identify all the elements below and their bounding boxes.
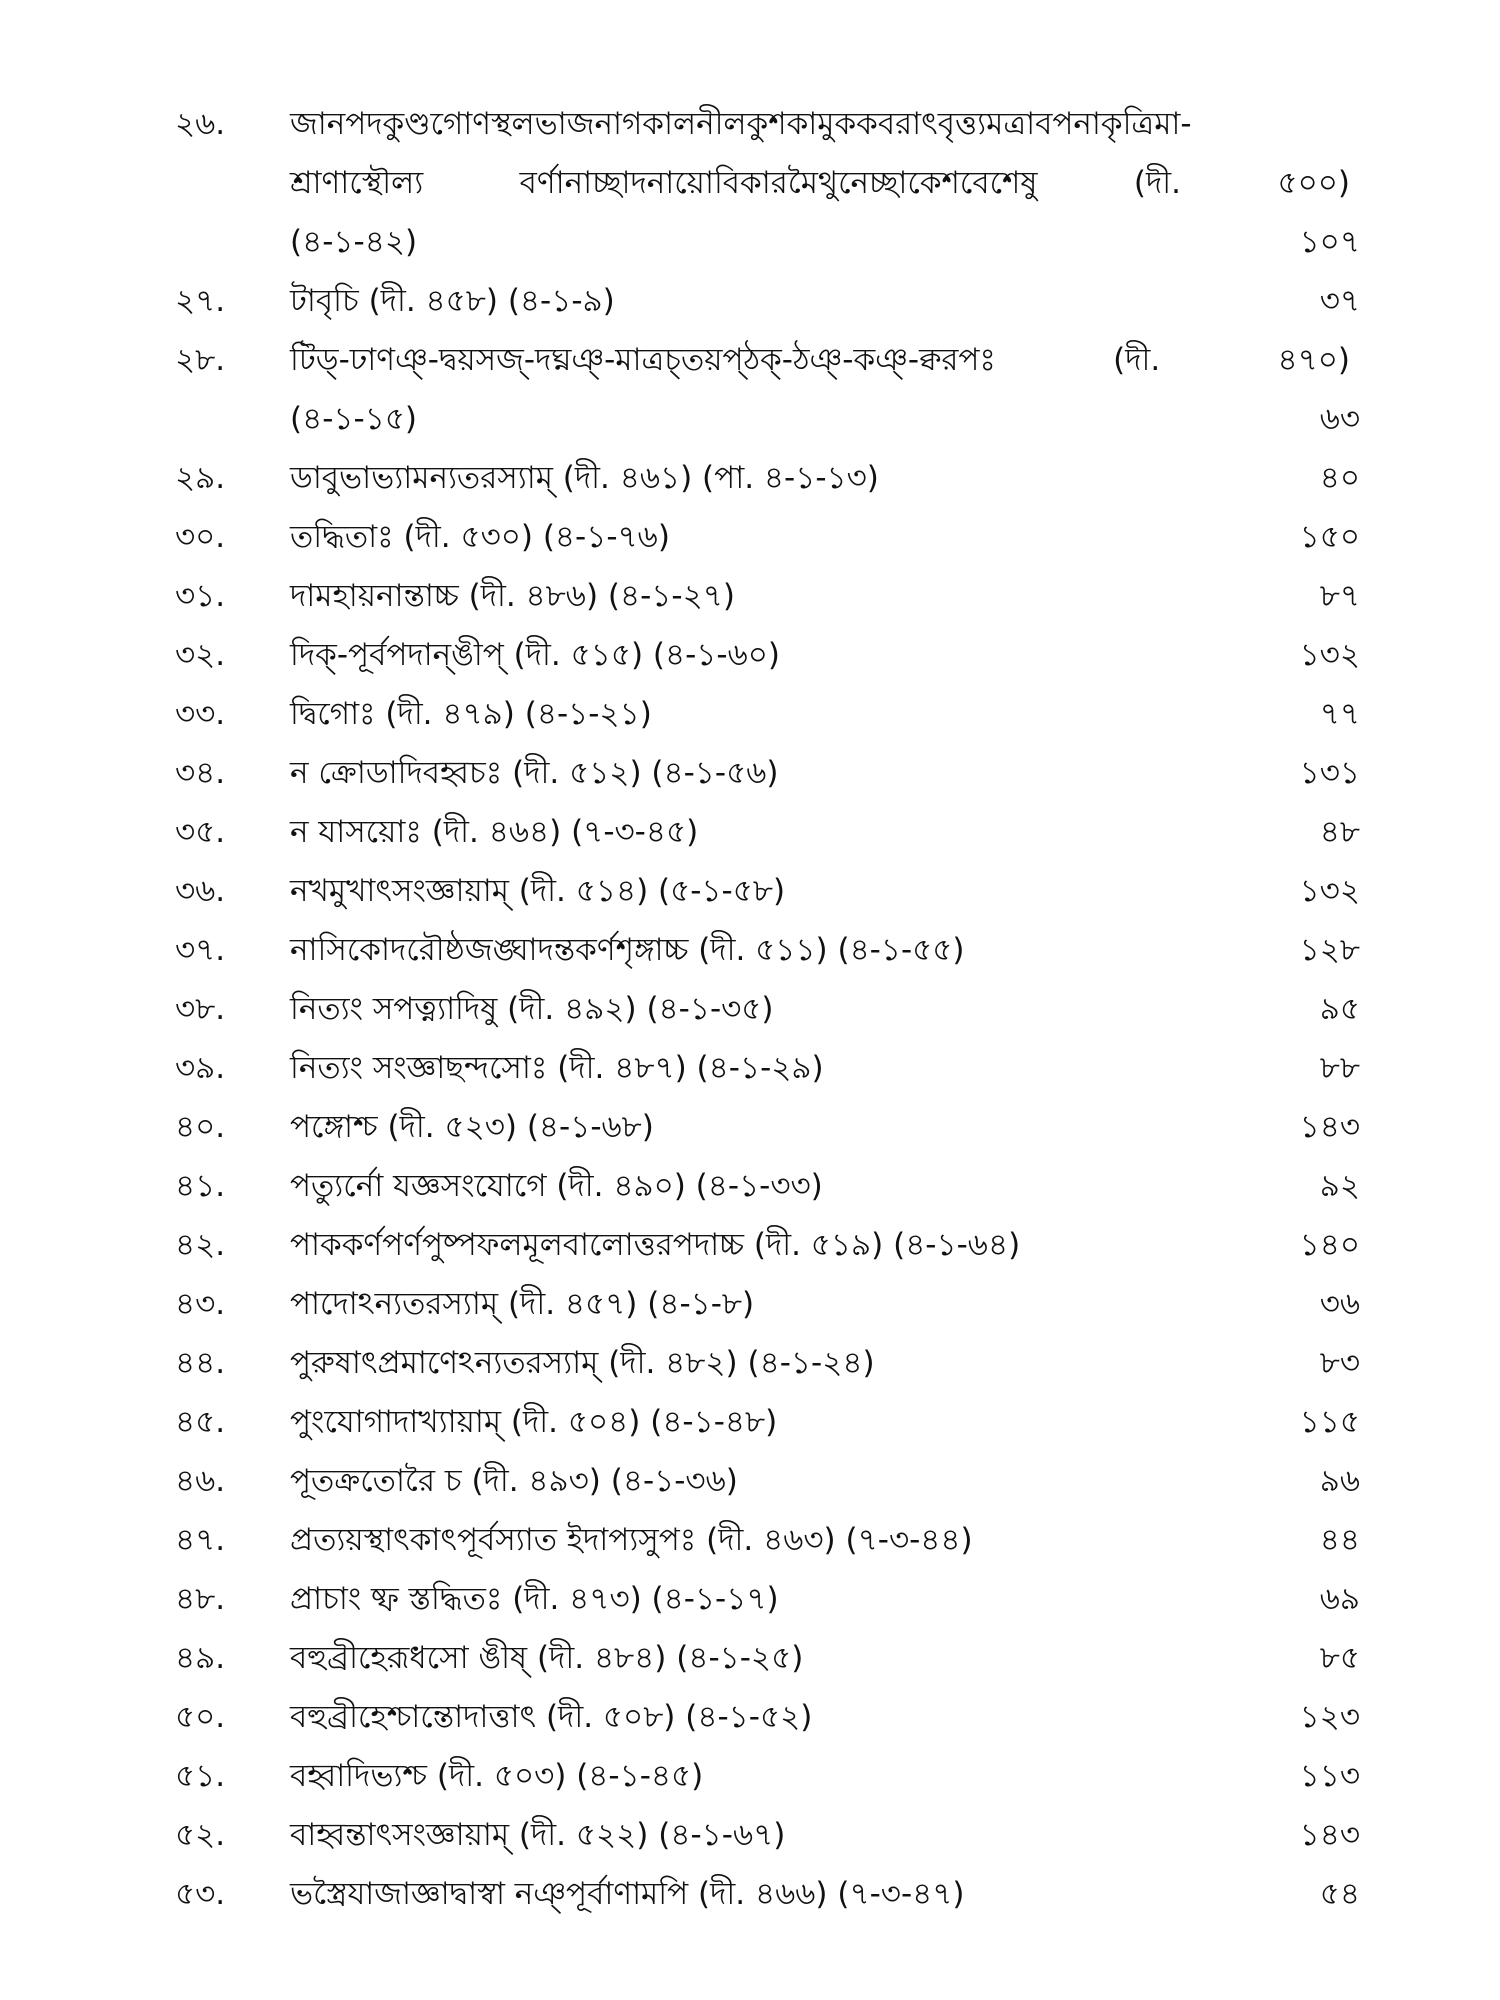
entry-number: ৩৪. bbox=[175, 755, 226, 791]
entry-line bbox=[175, 1157, 1360, 1216]
index-entry bbox=[175, 1039, 1360, 1098]
entry-number: ২৮. bbox=[175, 342, 226, 378]
entry-number: ৫০. bbox=[175, 1699, 226, 1735]
entry-number: ৩৫. bbox=[175, 814, 226, 850]
entry-number: ৩০. bbox=[175, 519, 226, 555]
entry-page-number: ৪৮ bbox=[1319, 814, 1360, 850]
entry-page-number: ৯৬ bbox=[1319, 1463, 1360, 1499]
index-entry bbox=[175, 1629, 1360, 1688]
index-entry bbox=[175, 1334, 1360, 1393]
entry-line bbox=[175, 1688, 1360, 1747]
entry-page-number: ৫৪ bbox=[1319, 1876, 1360, 1912]
entry-text: পুরুষাৎপ্রমাণেঽন্যতরস্যাম্ (দী. ৪৮২) (৪-১-২৪) bbox=[290, 1345, 875, 1381]
index-entry bbox=[175, 1747, 1360, 1806]
entry-line bbox=[175, 921, 1360, 980]
entry-page-number: ১১৩ bbox=[1299, 1758, 1360, 1794]
entry-line bbox=[175, 449, 1360, 508]
entry-text: ডাবুভাভ্যামন্যতরস্যাম্ (দী. ৪৬১) (পা. ৪-১-১৩) bbox=[290, 460, 879, 496]
entry-line bbox=[175, 272, 1360, 331]
entry-text: দ্বিগোঃ (দী. ৪৭৯) (৪-১-২১) bbox=[290, 696, 652, 732]
entry-line bbox=[175, 1275, 1360, 1334]
entry-page-number: ৯৫ bbox=[1319, 991, 1360, 1027]
entry-page-number: ১১৫ bbox=[1299, 1404, 1360, 1440]
entry-number: ৩৩. bbox=[175, 696, 226, 732]
entry-page-number: ১৩২ bbox=[1299, 637, 1360, 673]
index-entry bbox=[175, 567, 1360, 626]
entry-text: বহুব্রীহেরূধসো ঙীষ্ (দী. ৪৮৪) (৪-১-২৫) bbox=[290, 1640, 804, 1676]
entry-page-number: ১৪০ bbox=[1299, 1227, 1360, 1263]
entry-page-number: ৩৬ bbox=[1319, 1286, 1360, 1322]
index-entry bbox=[175, 921, 1360, 980]
entry-line bbox=[175, 1865, 1360, 1924]
index-entry bbox=[175, 331, 1360, 449]
index-entry bbox=[175, 1511, 1360, 1570]
entry-text: টাবৃচি (দী. ৪৫৮) (৪-১-৯) bbox=[290, 283, 615, 319]
entry-page-number: ৬৩ bbox=[1319, 401, 1360, 437]
entry-text: নিত্যং সপত্ন্যাদিষু (দী. ৪৯২) (৪-১-৩৫) bbox=[290, 991, 774, 1027]
index-entry bbox=[175, 1570, 1360, 1629]
entry-number: ৩২. bbox=[175, 637, 226, 673]
entry-line bbox=[175, 862, 1360, 921]
entry-page-number: ৮৫ bbox=[1319, 1640, 1360, 1676]
index-entry bbox=[175, 862, 1360, 921]
entry-number: ৪০. bbox=[175, 1109, 226, 1145]
entry-line bbox=[175, 1570, 1360, 1629]
entry-text: ন ক্রোডাদিবহ্বচঃ (দী. ৫১২) (৪-১-৫৬) bbox=[290, 755, 779, 791]
entry-text: শ্রাণাস্থৌল্য বর্ণানাচ্ছাদনায়োবিকারমৈথুনেচ্ছাকেশবেশেষু (দী. ৫০০) bbox=[290, 165, 1350, 201]
entry-number: ৪৮. bbox=[175, 1581, 226, 1617]
entry-line bbox=[175, 685, 1360, 744]
entry-number: ৪৪. bbox=[175, 1345, 226, 1381]
entry-number: ৩৬. bbox=[175, 873, 226, 909]
index-entry bbox=[175, 803, 1360, 862]
entry-text: ন যাসয়োঃ (দী. ৪৬৪) (৭-৩-৪৫) bbox=[290, 814, 699, 850]
index-entry bbox=[175, 95, 1360, 272]
entry-text: দিক্-পূর্বপদান্ঙীপ্ (দী. ৫১৫) (৪-১-৬০) bbox=[290, 637, 781, 673]
entry-text: বাহ্বন্তাৎসংজ্ঞায়াম্ (দী. ৫২২) (৪-১-৬৭) bbox=[290, 1817, 786, 1853]
entry-number: ৪৩. bbox=[175, 1286, 226, 1322]
entry-text: প্রত্যয়স্থাৎকাৎপূর্বস্যাত ইদাপ্যসুপঃ (দী. ৪৬৩) (৭-৩-৪৪) bbox=[290, 1522, 973, 1558]
entry-text: (৪-১-৪২) bbox=[290, 224, 418, 260]
entry-text: পাককর্ণপর্ণপুষ্পফলমূলবালোত্তরপদাচ্চ (দী. ৫১৯) (৪-১-৬৪) bbox=[290, 1227, 1021, 1263]
entry-line bbox=[175, 1629, 1360, 1688]
entry-page-number: ৭৭ bbox=[1319, 696, 1360, 732]
entry-line bbox=[175, 744, 1360, 803]
entry-text: ভস্ত্রৈযাজাজ্ঞাদ্বাস্বা নঞ্পূর্বাণামপি (দী. ৪৬৬) (৭-৩-৪৭) bbox=[290, 1876, 965, 1912]
entry-number: ২৬. bbox=[175, 106, 226, 142]
entry-page-number: ৮৭ bbox=[1319, 578, 1360, 614]
index-entry bbox=[175, 449, 1360, 508]
index-entry bbox=[175, 508, 1360, 567]
entry-page-number: ৩৭ bbox=[1319, 283, 1360, 319]
entry-number: ৫৩. bbox=[175, 1876, 226, 1912]
index-entry bbox=[175, 1275, 1360, 1334]
entry-line bbox=[175, 803, 1360, 862]
entry-line bbox=[175, 1098, 1360, 1157]
index-entry bbox=[175, 980, 1360, 1039]
index-entry bbox=[175, 685, 1360, 744]
entry-page-number: ১২৩ bbox=[1299, 1699, 1360, 1735]
entry-number: ৪৯. bbox=[175, 1640, 226, 1676]
entry-number: ৩৭. bbox=[175, 932, 226, 968]
entry-page-number: ৯২ bbox=[1319, 1168, 1360, 1204]
entry-page-number: ৪০ bbox=[1319, 460, 1360, 496]
entry-line bbox=[175, 1747, 1360, 1806]
entry-page-number: ১২৮ bbox=[1299, 932, 1360, 968]
entry-page-number: ১৪৩ bbox=[1299, 1817, 1360, 1853]
entry-line bbox=[175, 1511, 1360, 1570]
index-entry bbox=[175, 1157, 1360, 1216]
entry-line bbox=[175, 1334, 1360, 1393]
entry-line bbox=[175, 1452, 1360, 1511]
index-entry bbox=[175, 1216, 1360, 1275]
entry-text: জানপদকুণ্ডগোণস্থলভাজনাগকালনীলকুশকামুককবরাৎবৃত্ত্যমত্রাবপনাকৃত্রিমা- bbox=[290, 106, 1192, 142]
entry-line bbox=[175, 626, 1360, 685]
index-entry bbox=[175, 1452, 1360, 1511]
entry-line bbox=[175, 390, 1360, 449]
entry-text: পঙ্গোশ্চ (দী. ৫২৩) (৪-১-৬৮) bbox=[290, 1109, 654, 1145]
entry-number: ৩১. bbox=[175, 578, 226, 614]
entry-text: পুংযোগাদাখ্যায়াম্ (দী. ৫০৪) (৪-১-৪৮) bbox=[290, 1404, 778, 1440]
index-entry bbox=[175, 1865, 1360, 1924]
entry-line bbox=[175, 1216, 1360, 1275]
entry-line bbox=[175, 508, 1360, 567]
entry-page-number: ৮৮ bbox=[1319, 1050, 1360, 1086]
entry-number: ৪১. bbox=[175, 1168, 226, 1204]
entry-page-number: ১৫০ bbox=[1299, 519, 1360, 555]
entry-text: বহুব্রীহেশ্চান্তোদাত্তাৎ (দী. ৫০৮) (৪-১-৫২) bbox=[290, 1699, 813, 1735]
index-entry bbox=[175, 1098, 1360, 1157]
entry-number: ২৯. bbox=[175, 460, 226, 496]
entry-number: ৫১. bbox=[175, 1758, 226, 1794]
entry-line bbox=[175, 980, 1360, 1039]
entry-number: ৪৭. bbox=[175, 1522, 226, 1558]
entry-line bbox=[175, 331, 1360, 390]
sutra-index-list bbox=[175, 95, 1360, 1924]
entry-text: নিত্যং সংজ্ঞাছন্দসোঃ (দী. ৪৮৭) (৪-১-২৯) bbox=[290, 1050, 824, 1086]
entry-number: ৫২. bbox=[175, 1817, 226, 1853]
index-entry bbox=[175, 744, 1360, 803]
entry-text: পূতক্রতোরৈ চ (দী. ৪৯৩) (৪-১-৩৬) bbox=[290, 1463, 738, 1499]
entry-line bbox=[175, 154, 1360, 213]
entry-line bbox=[175, 1039, 1360, 1098]
entry-line bbox=[175, 213, 1360, 272]
entry-text: বহ্বাদিভ্যশ্চ (দী. ৫০৩) (৪-১-৪৫) bbox=[290, 1758, 704, 1794]
entry-page-number: ১৪৩ bbox=[1299, 1109, 1360, 1145]
index-entry bbox=[175, 626, 1360, 685]
entry-number: ৩৮. bbox=[175, 991, 226, 1027]
entry-line bbox=[175, 95, 1360, 154]
entry-number: ৪২. bbox=[175, 1227, 226, 1263]
entry-page-number: ৬৯ bbox=[1319, 1581, 1360, 1617]
entry-page-number: ৮৩ bbox=[1319, 1345, 1360, 1381]
entry-text: প্রাচাং ষ্ফ স্তদ্ধিতঃ (দী. ৪৭৩) (৪-১-১৭) bbox=[290, 1581, 779, 1617]
index-entry bbox=[175, 1688, 1360, 1747]
index-entry bbox=[175, 1393, 1360, 1452]
entry-text: পাদোঽন্যতরস্যাম্ (দী. ৪৫৭) (৪-১-৮) bbox=[290, 1286, 755, 1322]
entry-page-number: ১০৭ bbox=[1299, 224, 1360, 260]
index-entry bbox=[175, 272, 1360, 331]
entry-line bbox=[175, 567, 1360, 626]
entry-text: নাসিকোদরৌষ্ঠজঙ্ঘাদন্তকর্ণশৃঙ্গাচ্চ (দী. ৫১১) (৪-১-৫৫) bbox=[290, 932, 965, 968]
entry-text: দামহায়নান্তাচ্চ (দী. ৪৮৬) (৪-১-২৭) bbox=[290, 578, 735, 614]
entry-number: ৩৯. bbox=[175, 1050, 226, 1086]
entry-number: ৪৫. bbox=[175, 1404, 226, 1440]
index-entry bbox=[175, 1806, 1360, 1865]
entry-text: তদ্ধিতাঃ (দী. ৫৩০) (৪-১-৭৬) bbox=[290, 519, 670, 555]
entry-line bbox=[175, 1806, 1360, 1865]
entry-text: পত্যুর্নো যজ্ঞসংযোগে (দী. ৪৯০) (৪-১-৩৩) bbox=[290, 1168, 823, 1204]
entry-page-number: ৪৪ bbox=[1319, 1522, 1360, 1558]
entry-line bbox=[175, 1393, 1360, 1452]
entry-text: টিড্-ঢাণঞ্-দ্বয়সজ্-দঘ্নঞ্-মাত্রচ্তয়প্ঠক্-ঠঞ্-কঞ্-ক্বরপঃ (দী. ৪৭০) bbox=[290, 342, 1350, 378]
entry-number: ২৭. bbox=[175, 283, 226, 319]
entry-page-number: ১৩২ bbox=[1299, 873, 1360, 909]
entry-text: (৪-১-১৫) bbox=[290, 401, 418, 437]
entry-page-number: ১৩১ bbox=[1299, 755, 1360, 791]
entry-text: নখমুখাৎসংজ্ঞায়াম্ (দী. ৫১৪) (৫-১-৫৮) bbox=[290, 873, 786, 909]
entry-number: ৪৬. bbox=[175, 1463, 226, 1499]
